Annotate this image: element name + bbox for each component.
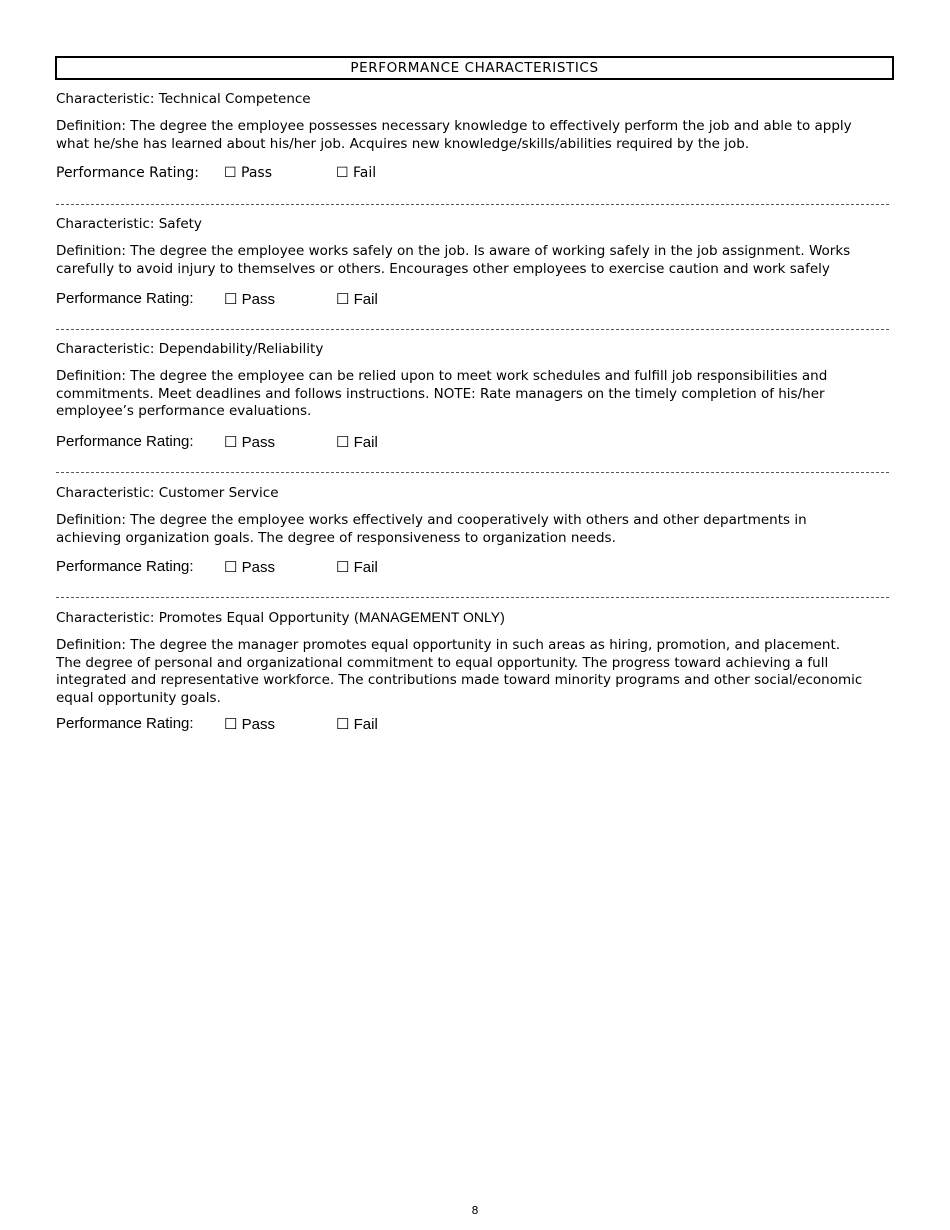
rating-safety <box>56 290 448 308</box>
definition-line: commitments. Meet deadlines and follows instructions. NOTE: Rate managers on the timely completion of his/her <box>56 385 825 402</box>
definition-line: Definition: The degree the manager promotes equal opportunity in such areas as hiring, promotion, and placement. <box>56 637 841 653</box>
definition-line: equal opportunity goals. <box>56 689 221 706</box>
definition-technical-competence <box>56 118 852 153</box>
definition-line: Definition: The degree the employee possesses necessary knowledge to effectively perform the job and able to apply <box>56 118 852 134</box>
divider <box>56 597 889 598</box>
fail-checkbox[interactable]: ☐ Fail <box>336 716 378 733</box>
characteristic-equal-opportunity <box>56 609 505 626</box>
pass-checkbox[interactable]: ☐ Pass <box>224 716 275 733</box>
fail-checkbox[interactable]: ☐ Fail <box>336 165 377 181</box>
pass-checkbox[interactable]: ☐ Pass <box>224 165 272 181</box>
management-only-note: MANAGEMENT ONLY) <box>359 609 505 625</box>
rating-label: Performance Rating: <box>56 433 194 450</box>
fail-checkbox[interactable]: ☐ Fail <box>336 291 378 308</box>
rating-equal-opportunity <box>56 715 448 733</box>
rating-label: Performance Rating: <box>56 558 194 575</box>
definition-line: integrated and representative workforce. The contributions made toward minority programs and other social/economic <box>56 672 863 688</box>
rating-customer-service <box>56 558 448 576</box>
rating-label: Performance Rating: <box>56 715 194 732</box>
rating-label: Performance Rating: <box>56 165 200 181</box>
rating-technical-competence <box>56 165 448 181</box>
definition-dependability <box>56 368 827 421</box>
definition-line: Definition: The degree the employee works effectively and cooperatively with others and other departments in <box>56 512 807 528</box>
definition-safety <box>56 243 850 278</box>
definition-line: The degree of personal and organizational commitment to equal opportunity. The progress toward achieving a full <box>56 654 829 671</box>
rating-dependability <box>56 433 448 451</box>
definition-equal-opportunity <box>56 637 862 707</box>
pass-checkbox[interactable]: ☐ Pass <box>224 291 275 308</box>
characteristic-customer-service: Characteristic: Customer Service <box>56 485 279 501</box>
definition-line: Definition: The degree the employee works safely on the job. Is aware of working safely in the job assignment. Works <box>56 243 851 259</box>
pass-checkbox[interactable]: ☐ Pass <box>224 559 275 576</box>
pass-checkbox[interactable]: ☐ Pass <box>224 434 275 451</box>
fail-checkbox[interactable]: ☐ Fail <box>336 559 378 576</box>
definition-line: employee’s performance evaluations. <box>56 403 312 419</box>
definition-line: what he/she has learned about his/her job. Acquires new knowledge/skills/abilities required by the job. <box>56 135 750 152</box>
page-number: 8 <box>471 1204 479 1217</box>
divider <box>56 204 889 205</box>
characteristic-dependability: Characteristic: Dependability/Reliability <box>56 341 324 357</box>
characteristic-technical-competence: Characteristic: Technical Competence <box>56 91 311 107</box>
divider <box>56 472 889 473</box>
definition-line: carefully to avoid injury to themselves or others. Encourages other employees to exercise caution and work safely <box>56 260 830 277</box>
rating-label: Performance Rating: <box>56 290 194 307</box>
section-title: PERFORMANCE CHARACTERISTICS <box>55 56 894 80</box>
divider <box>56 329 889 330</box>
fail-checkbox[interactable]: ☐ Fail <box>336 434 378 451</box>
definition-line: achieving organization goals. The degree of responsiveness to organization needs. <box>56 529 616 546</box>
characteristic-label: Characteristic: Promotes Equal Opportunity ( <box>56 610 360 626</box>
definition-customer-service <box>56 512 807 547</box>
characteristic-safety: Characteristic: Safety <box>56 216 202 232</box>
definition-line: Definition: The degree the employee can be relied upon to meet work schedules and fulfill job responsibilities and <box>56 368 828 384</box>
